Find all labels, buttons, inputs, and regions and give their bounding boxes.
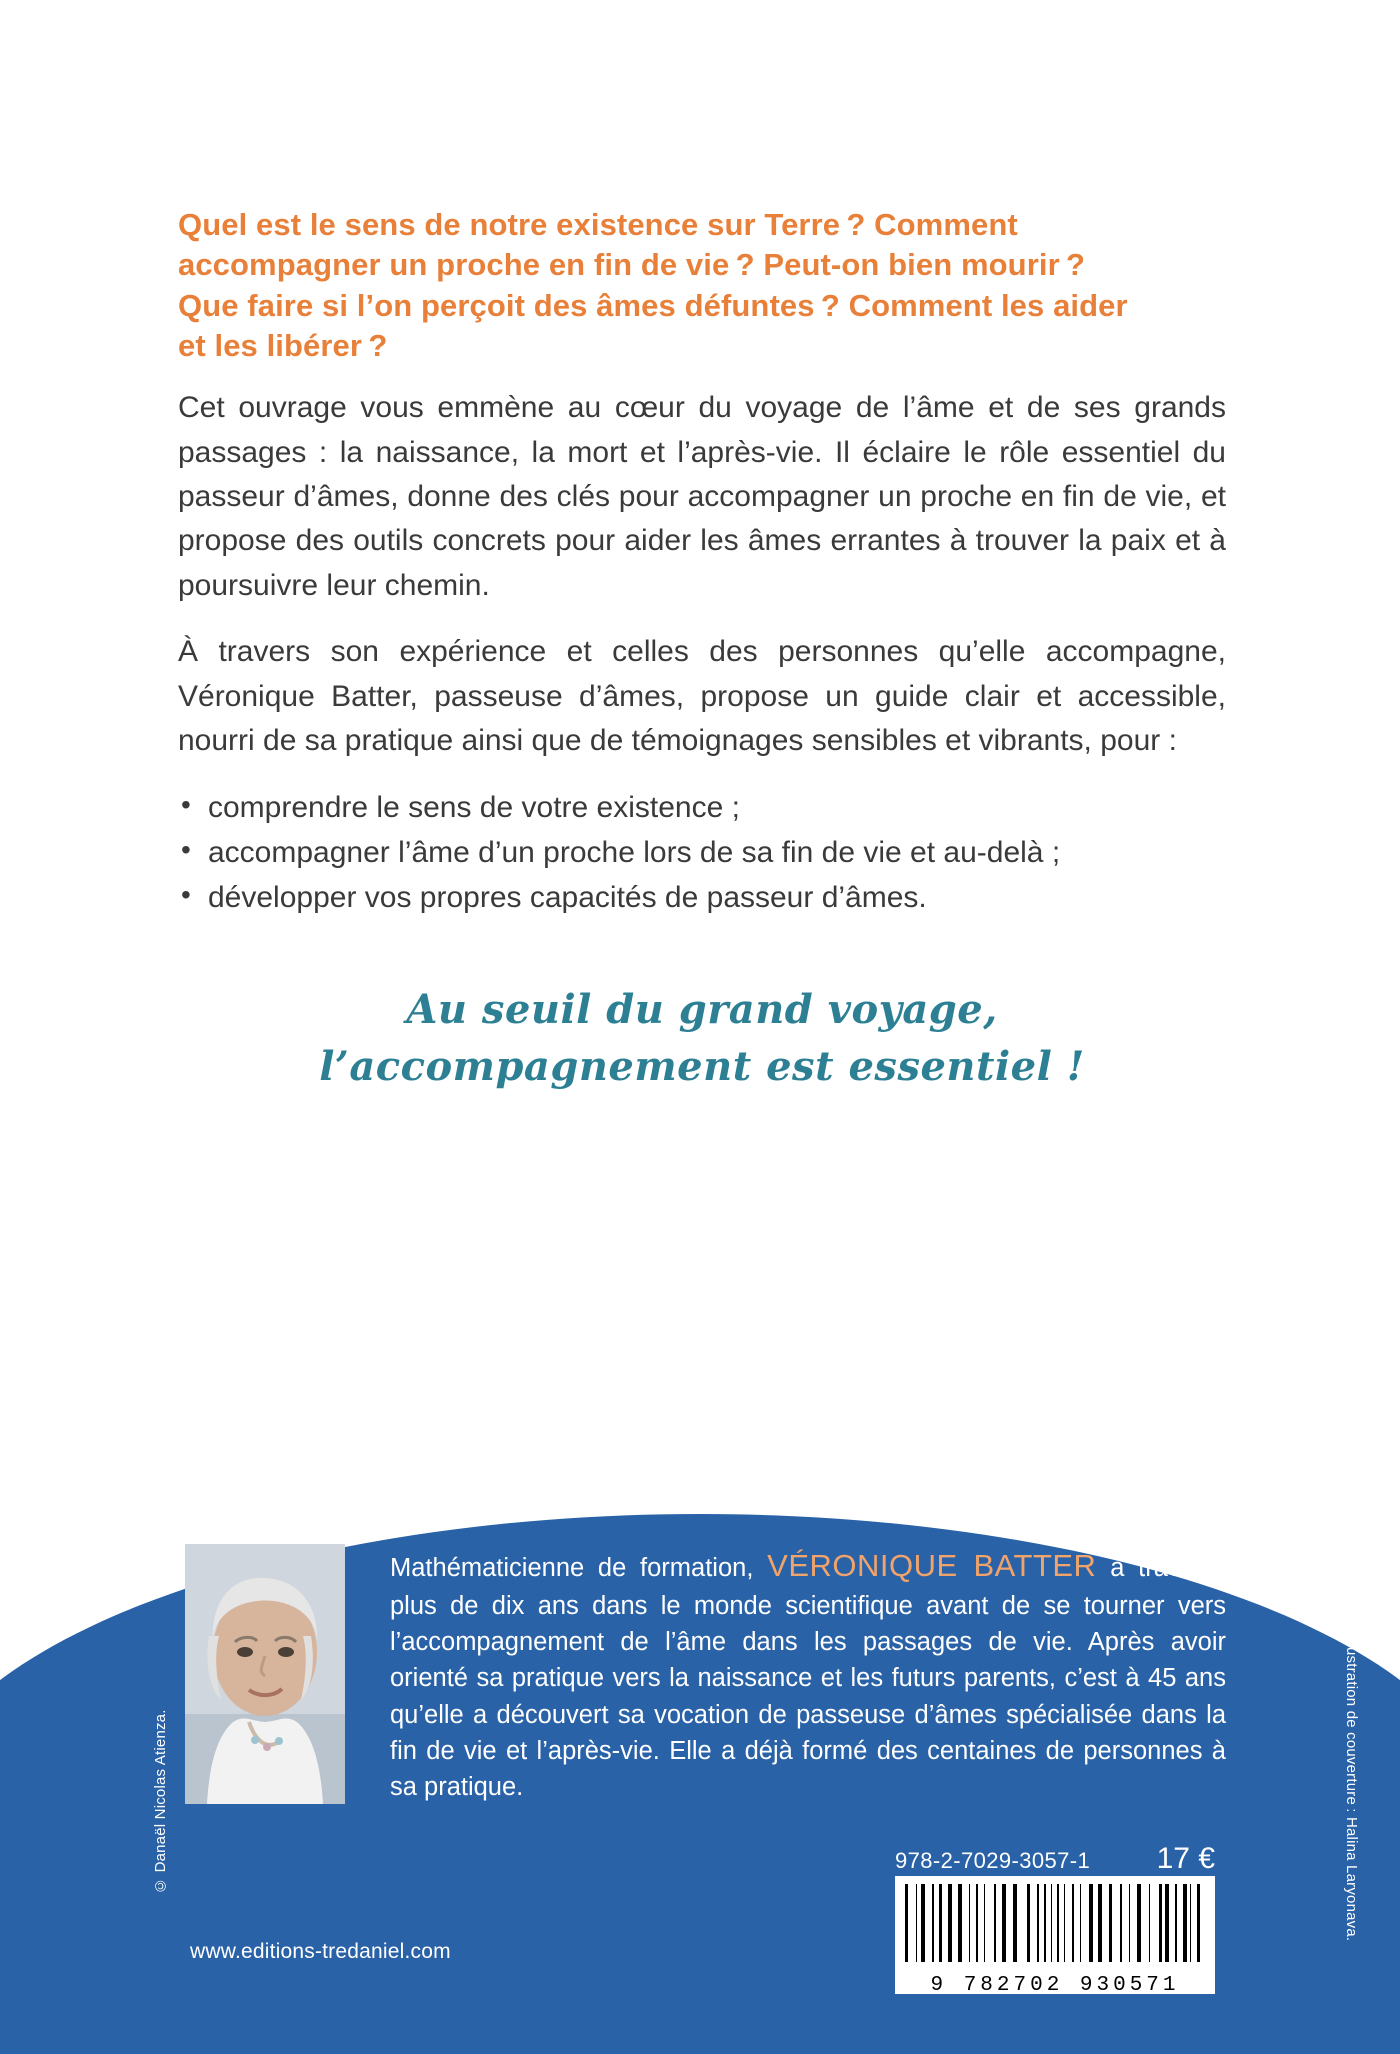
tagline-line-2: l’accompagnement est essentiel !: [319, 1043, 1085, 1091]
photo-credit: © Danaël Nicolas Atienza.: [152, 1709, 169, 1894]
author-photo: [185, 1544, 345, 1804]
lead-line-4: et les libérer ?: [178, 327, 388, 363]
footer-content: [0, 1454, 1400, 2054]
bio-text-after: a travaillé plus de dix ans dans le monde scientifique avant de se tourner vers l’accompagnement de l’âme dans les passages de vie. Après avoir orienté sa pratique vers la naissance et les futurs parents, c’est à 45 ans qu’elle a découvert sa vocation de passeuse d’âmes spécialisée dans la fin de vie et l’après-vie. Elle a déjà formé des centaines de personnes à sa pratique.: [390, 1554, 1226, 1802]
list-item: • comprendre le sens de votre existence ;: [178, 785, 1226, 830]
author-bio: [390, 1544, 1226, 1805]
lead-questions: [178, 205, 1226, 366]
lead-line-1: Quel est le sens de notre existence sur Terre ? Comment: [178, 207, 1018, 242]
paragraph-1: Cet ouvrage vous emmène au cœur du voyage de l’âme et de ses grands passages : la naissance, la mort et l’après-vie. Il éclaire le rôle essentiel du passeur d’âmes, donne des clés pour accompagner un proche en fin de vie, et propose des outils concrets pour aider les âmes errantes à trouver la paix et à poursuivre leur chemin.: [178, 391, 1226, 602]
list-item: • développer vos propres capacités de passeur d’âmes.: [178, 875, 1226, 920]
main-text-block: [178, 205, 1226, 1096]
isbn-price-row: [895, 1842, 1215, 1876]
lead-line-2: accompagner un proche en fin de vie ? Peut-on bien mourir ?: [178, 247, 1086, 283]
author-name: VÉRONIQUE BATTER: [767, 1548, 1097, 1583]
barcode-bars: [905, 1884, 1205, 1962]
barcode-digits: 9 782702 930571: [930, 1974, 1180, 1997]
paragraph-2: À travers son expérience et celles des personnes qu’elle accompagne, Véronique Batter, passeuse d’âmes, propose un guide clair et accessible, nourri de sa pratique ainsi que de témoignages sensibles et vibrants, pour :: [178, 635, 1226, 757]
cover-illustration-credit: © Illustration de couverture : Halina Laryonava.: [1343, 1614, 1360, 1942]
benefits-list: [178, 785, 1226, 920]
list-item: • accompagner l’âme d’un proche lors de sa fin de vie et au-delà ;: [178, 830, 1226, 875]
tagline: [178, 982, 1226, 1096]
barcode: [895, 1876, 1215, 1997]
price-label: 17 €: [1156, 1842, 1215, 1875]
bio-text-before: Mathématicienne de formation,: [390, 1554, 768, 1582]
footer-band: [0, 1454, 1400, 2054]
isbn-number: 978-2-7029-3057-1: [895, 1848, 1091, 1873]
publisher-website[interactable]: www.editions-tredaniel.com: [190, 1940, 451, 1963]
lead-line-3: Que faire si l’on perçoit des âmes défuntes ? Comment les aider: [178, 287, 1128, 323]
tagline-line-1: Au seuil du grand voyage,: [406, 986, 998, 1034]
author-portrait-image: [185, 1544, 345, 1804]
